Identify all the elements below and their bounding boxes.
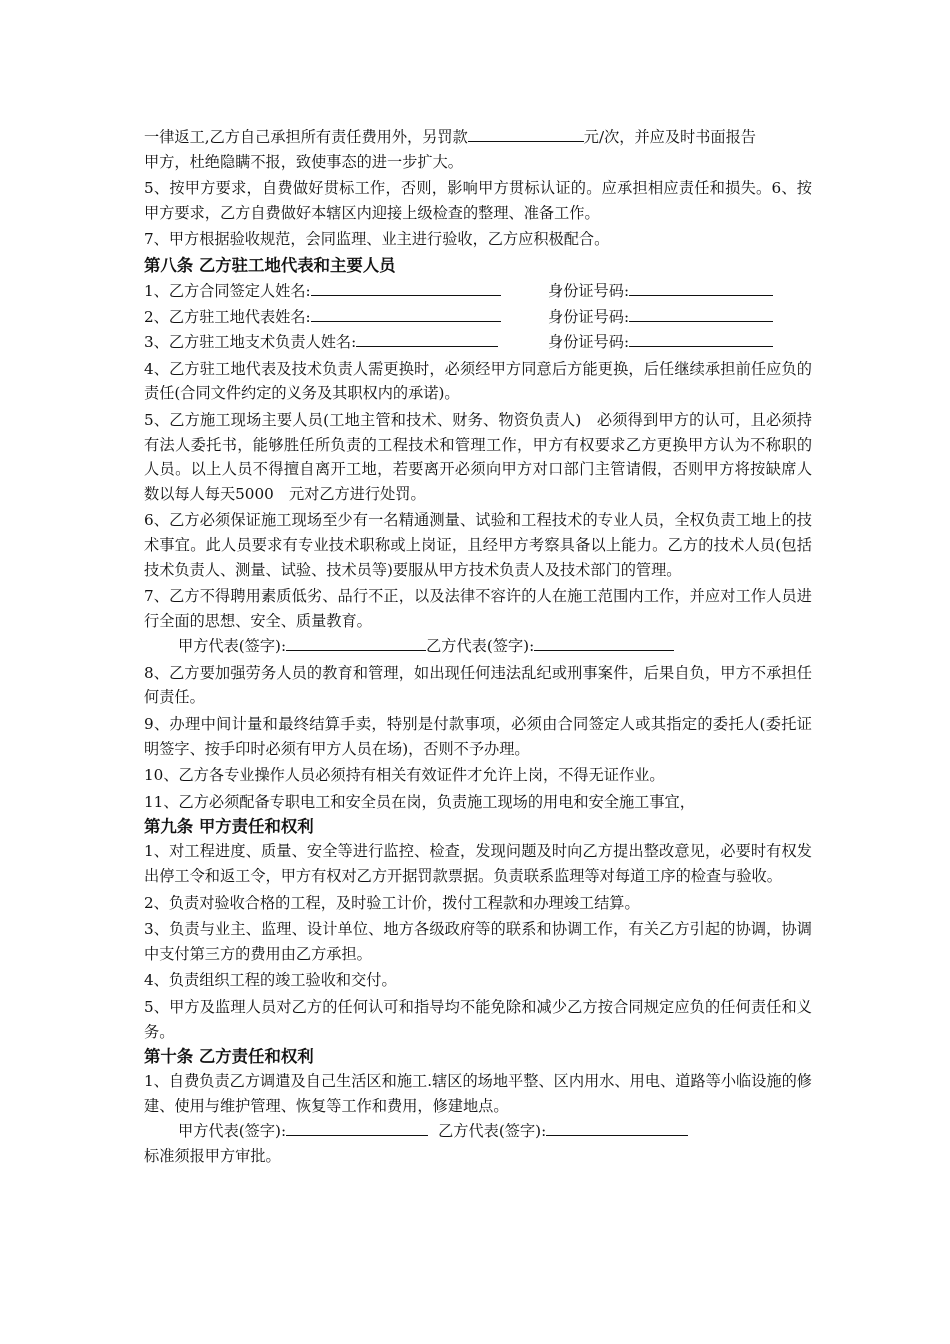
- penalty-text-a: 一律返工,乙方自己承担所有责任费用外，另罚款: [144, 128, 468, 146]
- article-9-clause-5: 5、甲方及监理人员对乙方的任何认可和指导均不能免除和减少乙方按合同规定应负的任何责任和义务。: [144, 998, 812, 1041]
- penalty-line-2: 甲方，杜绝隐瞒不报，致使事态的进一步扩大。: [144, 152, 463, 171]
- article-8-clause-8: 8、乙方要加强劳务人员的教育和管理，如出现任何违法乱纪或刑事案件，后果自负，甲方不承担任何责任。: [144, 663, 812, 707]
- tech-lead-label: 3、乙方驻工地支术负责人姓名:: [144, 333, 357, 352]
- penalty-line: [144, 124, 812, 150]
- article-8-clause-6: 6、乙方必须保证施工现场至少有一名精通测量、试验和工程技术的专业人员，全权负责工地上的技术事宜。此人员要求有专业技术职称或上岗证，且经甲方考察具备以上能力。乙方的技术人员(包括技术负责人、测量、试验、技术员等)要服从甲方技术负责人及技术部门的管理。: [144, 511, 812, 579]
- article-10-title: 第十条 乙方责任和权利: [144, 1047, 314, 1067]
- site-rep-blank: [311, 304, 501, 322]
- tech-lead-id-label: 身份证号码:: [548, 333, 630, 352]
- article-8-clause-11: 11、乙方必须配备专职电工和安全员在岗，负责施工现场的用电和安全施工事宜，: [144, 792, 695, 811]
- party-a-sign-label-2: 甲方代表(签字):: [178, 1122, 287, 1141]
- article-10-clause-1: 1、自费负责乙方调遣及自己生活区和施工.辖区的场地平整、区内用水、用电、道路等小临设施的修建、使用与维护管理、恢复等工作和费用，修建地点。: [144, 1072, 812, 1115]
- party-a-sign-blank-2: [286, 1118, 428, 1136]
- article-9-clause-2: 2、负责对验收合格的工程，及时验工计价，拨付工程款和办理竣工结算。: [144, 893, 640, 912]
- article-9-clause-4: 4、负责组织工程的竣工验收和交付。: [144, 971, 397, 990]
- penalty-text-b: 元/次，并应及时书面报告: [583, 128, 756, 146]
- site-rep-label: 2、乙方驻工地代表姓名:: [144, 307, 311, 326]
- clause-7-acceptance: 7、甲方根据验收规范，会同监理、业主进行验收，乙方应积极配合。: [144, 230, 610, 249]
- tech-lead-blank: [356, 329, 498, 347]
- article-8-title: 第八条 乙方驻工地代表和主要人员: [144, 255, 396, 275]
- signature-line-2: [144, 1118, 812, 1144]
- party-b-sign-label-2: 乙方代表(签字):: [438, 1122, 547, 1141]
- signer-name-row: [144, 278, 812, 304]
- party-a-sign-blank: [286, 633, 426, 651]
- tech-lead-row: [144, 329, 812, 355]
- penalty-amount-blank: [468, 124, 584, 142]
- party-b-sign-blank: [534, 633, 674, 651]
- article-9-clause-3: 3、负责与业主、监理、设计单位、地方各级政府等的联系和协调工作，有关乙方引起的协调，协调中支付第三方的费用由乙方承担。: [144, 920, 812, 963]
- party-b-sign-label: 乙方代表(签字):: [426, 637, 535, 656]
- site-rep-id-blank: [629, 304, 773, 322]
- article-8-clause-7: 7、乙方不得聘用素质低劣、品行不正，以及法律不容许的人在施工范围内工作，并应对工作人员进行全面的思想、安全、质量教育。: [144, 587, 812, 630]
- party-a-sign-label: 甲方代表(签字):: [178, 637, 287, 656]
- approval-note: 标准须报甲方审批。: [144, 1146, 281, 1165]
- clause-5-standard: 5、按甲方要求，自费做好贯标工作，否则，影响甲方贯标认证的。应承担相应责任和损失。6、按甲方要求，乙方自费做好本辖区内迎接上级检查的整理、准备工作。: [144, 179, 812, 222]
- site-rep-row: [144, 304, 812, 330]
- contract-page: [144, 124, 812, 1169]
- signer-name-label: 1、乙方合同签定人姓名:: [144, 281, 311, 300]
- tech-lead-id-blank: [629, 329, 773, 347]
- article-8-clause-9: 9、办理中间计量和最终结算手卖，特别是付款事项，必须由合同签定人或其指定的委托人(委托证明签字、按手印时必须有甲方人员在场)，否则不予办理。: [144, 715, 812, 758]
- signature-line-1: [144, 633, 812, 659]
- site-rep-id-label: 身份证号码:: [548, 307, 630, 326]
- signer-name-blank: [311, 278, 501, 296]
- article-8-clause-10: 10、乙方各专业操作人员必须持有相关有效证件才允许上岗，不得无证作业。: [144, 766, 665, 785]
- signer-id-blank: [629, 278, 773, 296]
- party-b-sign-blank-2: [546, 1118, 688, 1136]
- article-8-clause-4: 4、乙方驻工地代表及技术负责人需更换时，必须经甲方同意后方能更换，后任继续承担前任应负的责任(合同文件约定的义务及其职权内的承诺)。: [144, 359, 812, 403]
- article-9-title: 第九条 甲方责任和权利: [144, 817, 314, 837]
- article-8-clause-5: 5、乙方施工现场主要人员(工地主管和技术、财务、物资负责人) 必须得到甲方的认可，且必须持有法人委托书，能够胜任所负责的工程技术和管理工作，甲方有权要求乙方更换甲方认为不称职的人员。以上人员不得擅自离开工地，若要离开必须向甲方对口部门主管请假，否则甲方将按缺席人数以每人每天5000 元对乙方进行处罚。: [144, 410, 812, 503]
- signer-id-label: 身份证号码:: [548, 281, 630, 300]
- article-9-clause-1: 1、对工程进度、质量、安全等进行监控、检查，发现问题及时向乙方提出整改意见，必要时有权发出停工令和返工令，甲方有权对乙方开据罚款票据。负责联系监理等对每道工序的检查与验收。: [144, 842, 812, 886]
